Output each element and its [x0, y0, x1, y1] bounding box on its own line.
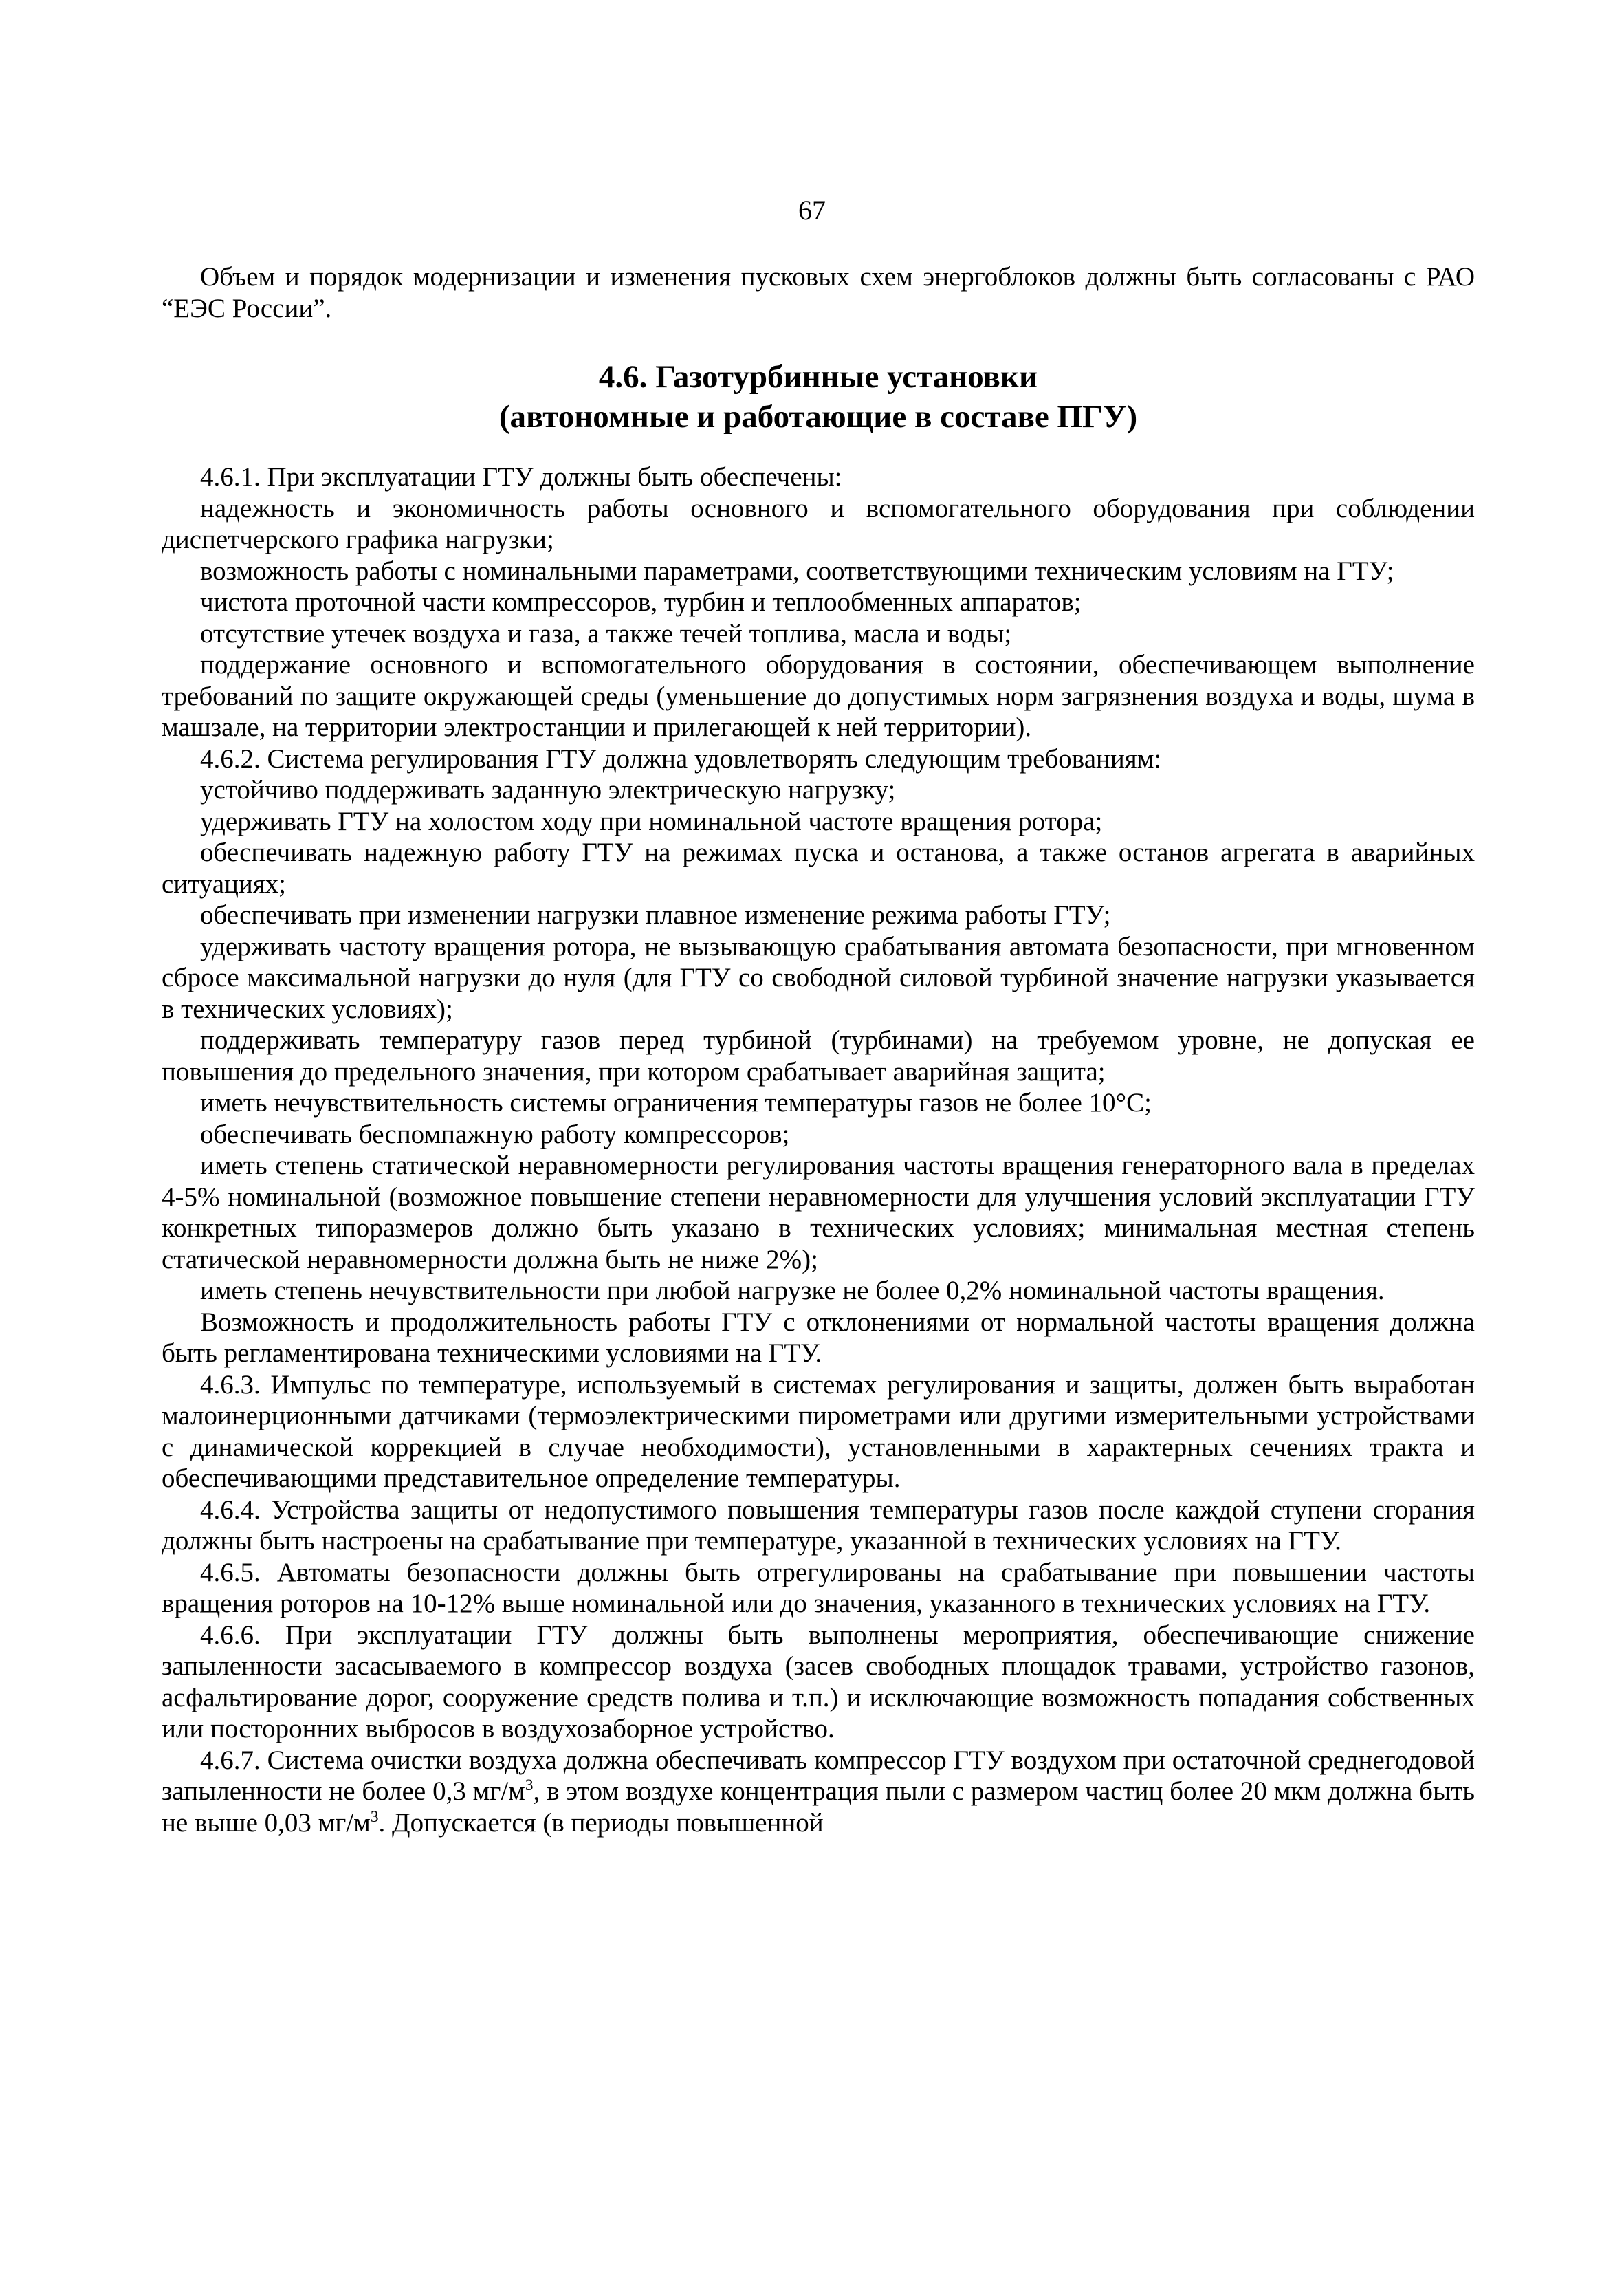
- list-item: отсутствие утечек воздуха и газа, а также течей топлива, масла и воды;: [200, 618, 1012, 649]
- section-heading-line-1: 4.6. Газотурбинные установки: [598, 359, 1038, 395]
- superscript: 3: [370, 1807, 379, 1826]
- list-item: поддержание основного и вспомогательного оборудования в состоянии, обеспечивающем выполнение требований по защите окружающей среды (уменьшение до допустимых норм загрязнения воздуха и воды, шума в машзале, на территории электростанции и прилегающей к ней территории).: [162, 650, 1475, 742]
- list-item: обеспечивать беспомпажную работу компрессоров;: [200, 1119, 790, 1149]
- section-heading-line-2: (автономные и работающие в составе ПГУ): [498, 399, 1138, 435]
- list-item: удерживать частоту вращения ротора, не вызывающую срабатывания автомата безопасности, при мгновенном сбросе максимальной нагрузки до нуля (для ГТУ со свободной силовой турбиной значение нагрузки указывается в технических условиях);: [162, 931, 1475, 1024]
- paragraph-4-6-6: 4.6.6. При эксплуатации ГТУ должны быть выполнены мероприятия, обеспечивающие снижение запыленности засасываемого в компрессор воздуха (засев свободных площадок травами, устройство газонов, асфальтирование дорог, сооружение средств полива и т.п.) и исключающие возможность попадания собственных или посторонних выбросов в воздухозаборное устройство.: [162, 1620, 1475, 1743]
- section-heading: [162, 357, 1475, 437]
- list-item: иметь степень статической неравномерности регулирования частоты вращения генераторного вала в пределах 4-5% номинальной (возможное повышение степени неравномерности для улучшения условий эксплуатации ГТУ конкретных типоразмеров должно быть указано в технических условиях; минимальная местная степень статической неравномерности должна быть не ниже 2%);: [162, 1151, 1475, 1274]
- list-item: чистота проточной части компрессоров, турбин и теплообменных аппаратов;: [200, 587, 1082, 617]
- paragraph-4-6-7: [162, 1745, 1475, 1839]
- paragraph: Возможность и продолжительность работы ГТУ с отклонениями от нормальной частоты вращения должна быть регламентирована техническими условиями на ГТУ.: [162, 1307, 1475, 1368]
- paragraph-text: , в этом воздухе концентрация пыли с размером частиц более 20 мкм должна быть не выше 0,03 мг/м: [162, 1776, 1475, 1838]
- list-item: поддерживать температуру газов перед турбиной (турбинами) на требуемом уровне, не допуская ее повышения до предельного значения, при котором срабатывает аварийная защита;: [162, 1025, 1475, 1087]
- paragraph-text: 4.6.7. Система очистки воздуха должна обеспечивать компрессор ГТУ воздухом при остаточной среднегодовой запыленности не более 0,3 мг/м: [162, 1745, 1475, 1806]
- paragraph-4-6-3: 4.6.3. Импульс по температуре, используемый в системах регулирования и защиты, должен быть выработан малоинерционными датчиками (термоэлектрическими пирометрами или другими измерительными устройствами с динамической коррекцией в случае необходимости), установленными в характерных сечениях тракта и обеспечивающими представительное определение температуры.: [162, 1369, 1475, 1493]
- list-item: обеспечивать надежную работу ГТУ на режимах пуска и останова, а также останов агрегата в аварийных ситуациях;: [162, 838, 1475, 899]
- list-item: возможность работы с номинальными параметрами, соответствующими техническим условиям на ГТУ;: [200, 556, 1394, 586]
- list-item: иметь степень нечувствительности при любой нагрузке не более 0,2% номинальной частоты вращения.: [200, 1276, 1385, 1305]
- paragraph-text: . Допускается (в периоды повышенной: [378, 1807, 824, 1838]
- paragraph-4-6-2: 4.6.2. Система регулирования ГТУ должна удовлетворять следующим требованиям:: [200, 743, 1162, 774]
- paragraph-4-6-1: 4.6.1. При эксплуатации ГТУ должны быть обеспечены:: [200, 462, 842, 492]
- paragraph-4-6-4: 4.6.4. Устройства защиты от недопустимого повышения температуры газов после каждой ступени сгорания должны быть настроены на срабатывание при температуре, указанной в технических условиях на ГТУ.: [162, 1494, 1475, 1556]
- paragraph-4-6-5: 4.6.5. Автоматы безопасности должны быть отрегулированы на срабатывание при повышении частоты вращения роторов на 10-12% выше номинальной или до значения, указанного в технических условиях на ГТУ.: [162, 1557, 1475, 1618]
- document-body: [162, 261, 1475, 1838]
- list-item: иметь нечувствительность системы ограничения температуры газов не более 10°С;: [200, 1088, 1152, 1118]
- list-item: обеспечивать при изменении нагрузки плавное изменение режима работы ГТУ;: [200, 900, 1111, 930]
- list-item: устойчиво поддерживать заданную электрическую нагрузку;: [200, 775, 896, 805]
- page-number: 67: [798, 195, 826, 226]
- intro-paragraph: Объем и порядок модернизации и изменения пусковых схем энергоблоков должны быть согласованы с РАО “ЕЭС России”.: [162, 262, 1475, 323]
- list-item: удерживать ГТУ на холостом ходу при номинальной частоте вращения ротора;: [200, 806, 1103, 836]
- superscript: 3: [525, 1776, 534, 1794]
- list-item: надежность и экономичность работы основного и вспомогательного оборудования при соблюдении диспетчерского графика нагрузки;: [162, 493, 1475, 554]
